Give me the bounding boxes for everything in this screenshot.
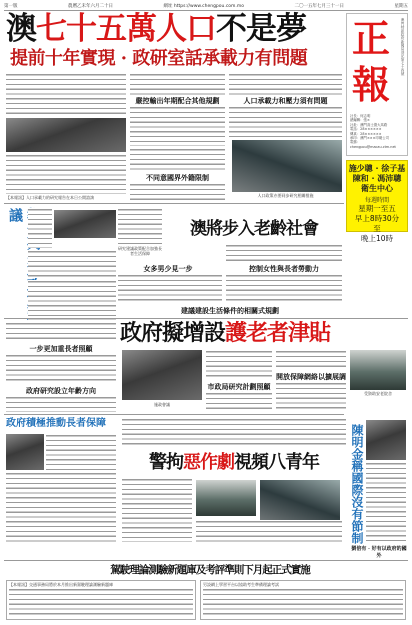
subsidy-section-head: 市政局研究計劃照顧 [207,382,271,391]
lead-text-col [229,73,342,95]
aging-text-col [226,274,342,304]
page-number: 第一版 [4,4,18,9]
subsidy-photo-home [350,350,406,390]
lawmaker-section-head: 劉倍有 · 好有以政府的國外 [351,546,407,559]
aging-text-col [118,274,222,304]
subsidy-section-head: 開放保障網絡以擴展調 [276,372,346,381]
lead-text-col [229,106,342,138]
subsidy-text-col [6,396,116,412]
aging-text-col [28,250,116,278]
police-headline [122,452,346,474]
lawmaker-photo [366,420,406,460]
headline-red-part: 七十五萬人口 [36,11,216,47]
lead-text-col [6,73,126,117]
driving-text-col [9,588,193,618]
protection-text-col [6,472,116,542]
subsidy-headline [120,320,408,346]
portrait-photo [6,434,44,470]
info-line: 電話：28×××××× [350,127,382,132]
subsidy-photo-meeting [122,350,202,400]
subsidy-text-col [276,350,346,370]
driving-test-headline: 駕駛理論測驗新題庫及考評準則下月起正式實施 [110,564,310,576]
police-text-col [196,520,342,542]
section-divider [4,318,408,319]
lead-section-head: 不同意國界外籍限制 [146,173,209,182]
ad-line: 陳和 · 馮沛聰 [352,174,402,183]
aging-section-head: 建議建設生活條件的相關式規劃 [181,306,279,315]
lead-photo-caption: 人口政策亦要同步研究相關措施 [257,193,314,198]
subsidy-text-col [206,392,272,412]
info-line: 傳真：28×××××× [350,131,382,136]
headline-part: 澳 [6,11,36,47]
clinic-ad [346,160,408,243]
aging-photo-1 [54,210,116,238]
newspaper-logo: 正報 [351,16,390,107]
protection-text-col [46,434,116,470]
aging-text-col [226,244,342,262]
lead-photo-meeting [6,118,126,152]
headline-part: 不是夢 [216,11,306,47]
driving-box-left [6,580,196,620]
lunar-date: 農曆乙未年六月二十日 [68,4,113,9]
driving-box-right [200,580,406,620]
lead-text-col [130,183,225,201]
section-divider [4,414,344,415]
section-divider [4,560,408,561]
lead-section-head: 嚴控輸出年期配合其他規劃 [135,96,220,105]
driving-box-text: 【本報訊】交通事務局將於本月推出新駕駛理論測驗新題庫 [9,582,113,587]
lead-text-col [6,154,126,194]
police-photo-evidence [196,480,256,516]
protection-title: 政府積極推動長者保障 [6,418,106,429]
headline-red-part: 惡作劇 [183,452,234,473]
lead-text-col [130,148,225,172]
headline-part: 政府擬增設 [120,320,226,346]
ad-line: 衛生中心 [361,184,393,193]
subsidy-section-head: 政府研究設立年齡方向 [26,386,96,395]
aging-headline: 澳將步入老齡社會 [190,219,318,239]
lead-headline [6,12,344,46]
ad-line: 晚上10時 [360,234,394,243]
aging-text-col [28,280,116,320]
lead-photo-press [232,140,342,192]
ad-line: 施少聰 · 徐子基 [348,164,406,173]
subsidy-bottom-caption: 施政會議 [154,402,170,407]
police-text-col [122,478,192,542]
headline-red-part: 護老者津貼 [225,320,331,346]
lead-text-col [130,73,225,95]
ad-line: 每週時間 [364,197,389,204]
subsidy-text-col [6,354,116,384]
info-line: 電郵：chengpou@macau.ctm.net [350,140,396,149]
weekday: 星期五 [394,4,408,9]
aging-vertical-title: 項政 議 [7,208,41,292]
aging-text-col [118,208,162,244]
subsidy-section-head: 一步更加重長者照顧 [29,344,93,353]
website-link[interactable]: 網址 https://www.chengpou.com.mo [163,4,244,9]
info-line: 總編輯：張× [350,118,370,123]
info-line: 承印：澳門×××印刷公司 [350,136,390,141]
aging-section-head: 女多男少見一步 [143,264,193,273]
lead-section-head: 人口承載力和壓力須有問題 [243,96,328,105]
subsidy-text-col [206,350,272,380]
ad-line: 早上8時30分 [354,214,400,223]
lead-caption: 【本報訊】人口承載力的研究報告在本日公開諮詢 [6,195,94,200]
subsidy-text-col [6,322,116,342]
lead-subhead: 提前十年實現 · 政研室話承載力有問題 [10,48,308,69]
aging-text-col [28,208,52,248]
headline-part: 警拘 [149,452,183,473]
section-divider [4,203,344,204]
info-line: 社長：何志明 [350,114,371,118]
police-text-col [122,418,346,448]
issue-date: 二〇一五年七月三十一日 [294,4,344,9]
subsidy-side-caption: 受資助安老院舍 [364,391,392,396]
masthead [346,13,408,156]
driving-box-text: 另設網上學習平台以協助考生準備理論考試 [203,582,279,587]
lead-text-col [130,106,225,146]
ad-line: 至 [373,224,381,233]
info-line: 社址：澳門高士德大馬路 [350,122,388,127]
ad-line: 星期一至五 [358,204,396,213]
masthead-info [350,114,406,149]
driving-text-col [203,588,403,618]
lawmaker-vertical-title: 陳明金稱國際沒有節制 [350,424,364,544]
masthead-registration: 澳門特區政府新聞局登記第七十四號 [401,18,405,76]
headline-part: 視頻八青年 [234,452,319,473]
lawmaker-text-col [366,462,406,542]
subsidy-text-col [276,382,346,412]
aging-section-head: 控制女性與長者勞動力 [249,264,319,273]
aging-caption: 研究建議政策配合加強長者生活保障 [118,246,162,256]
top-bar [4,2,408,11]
